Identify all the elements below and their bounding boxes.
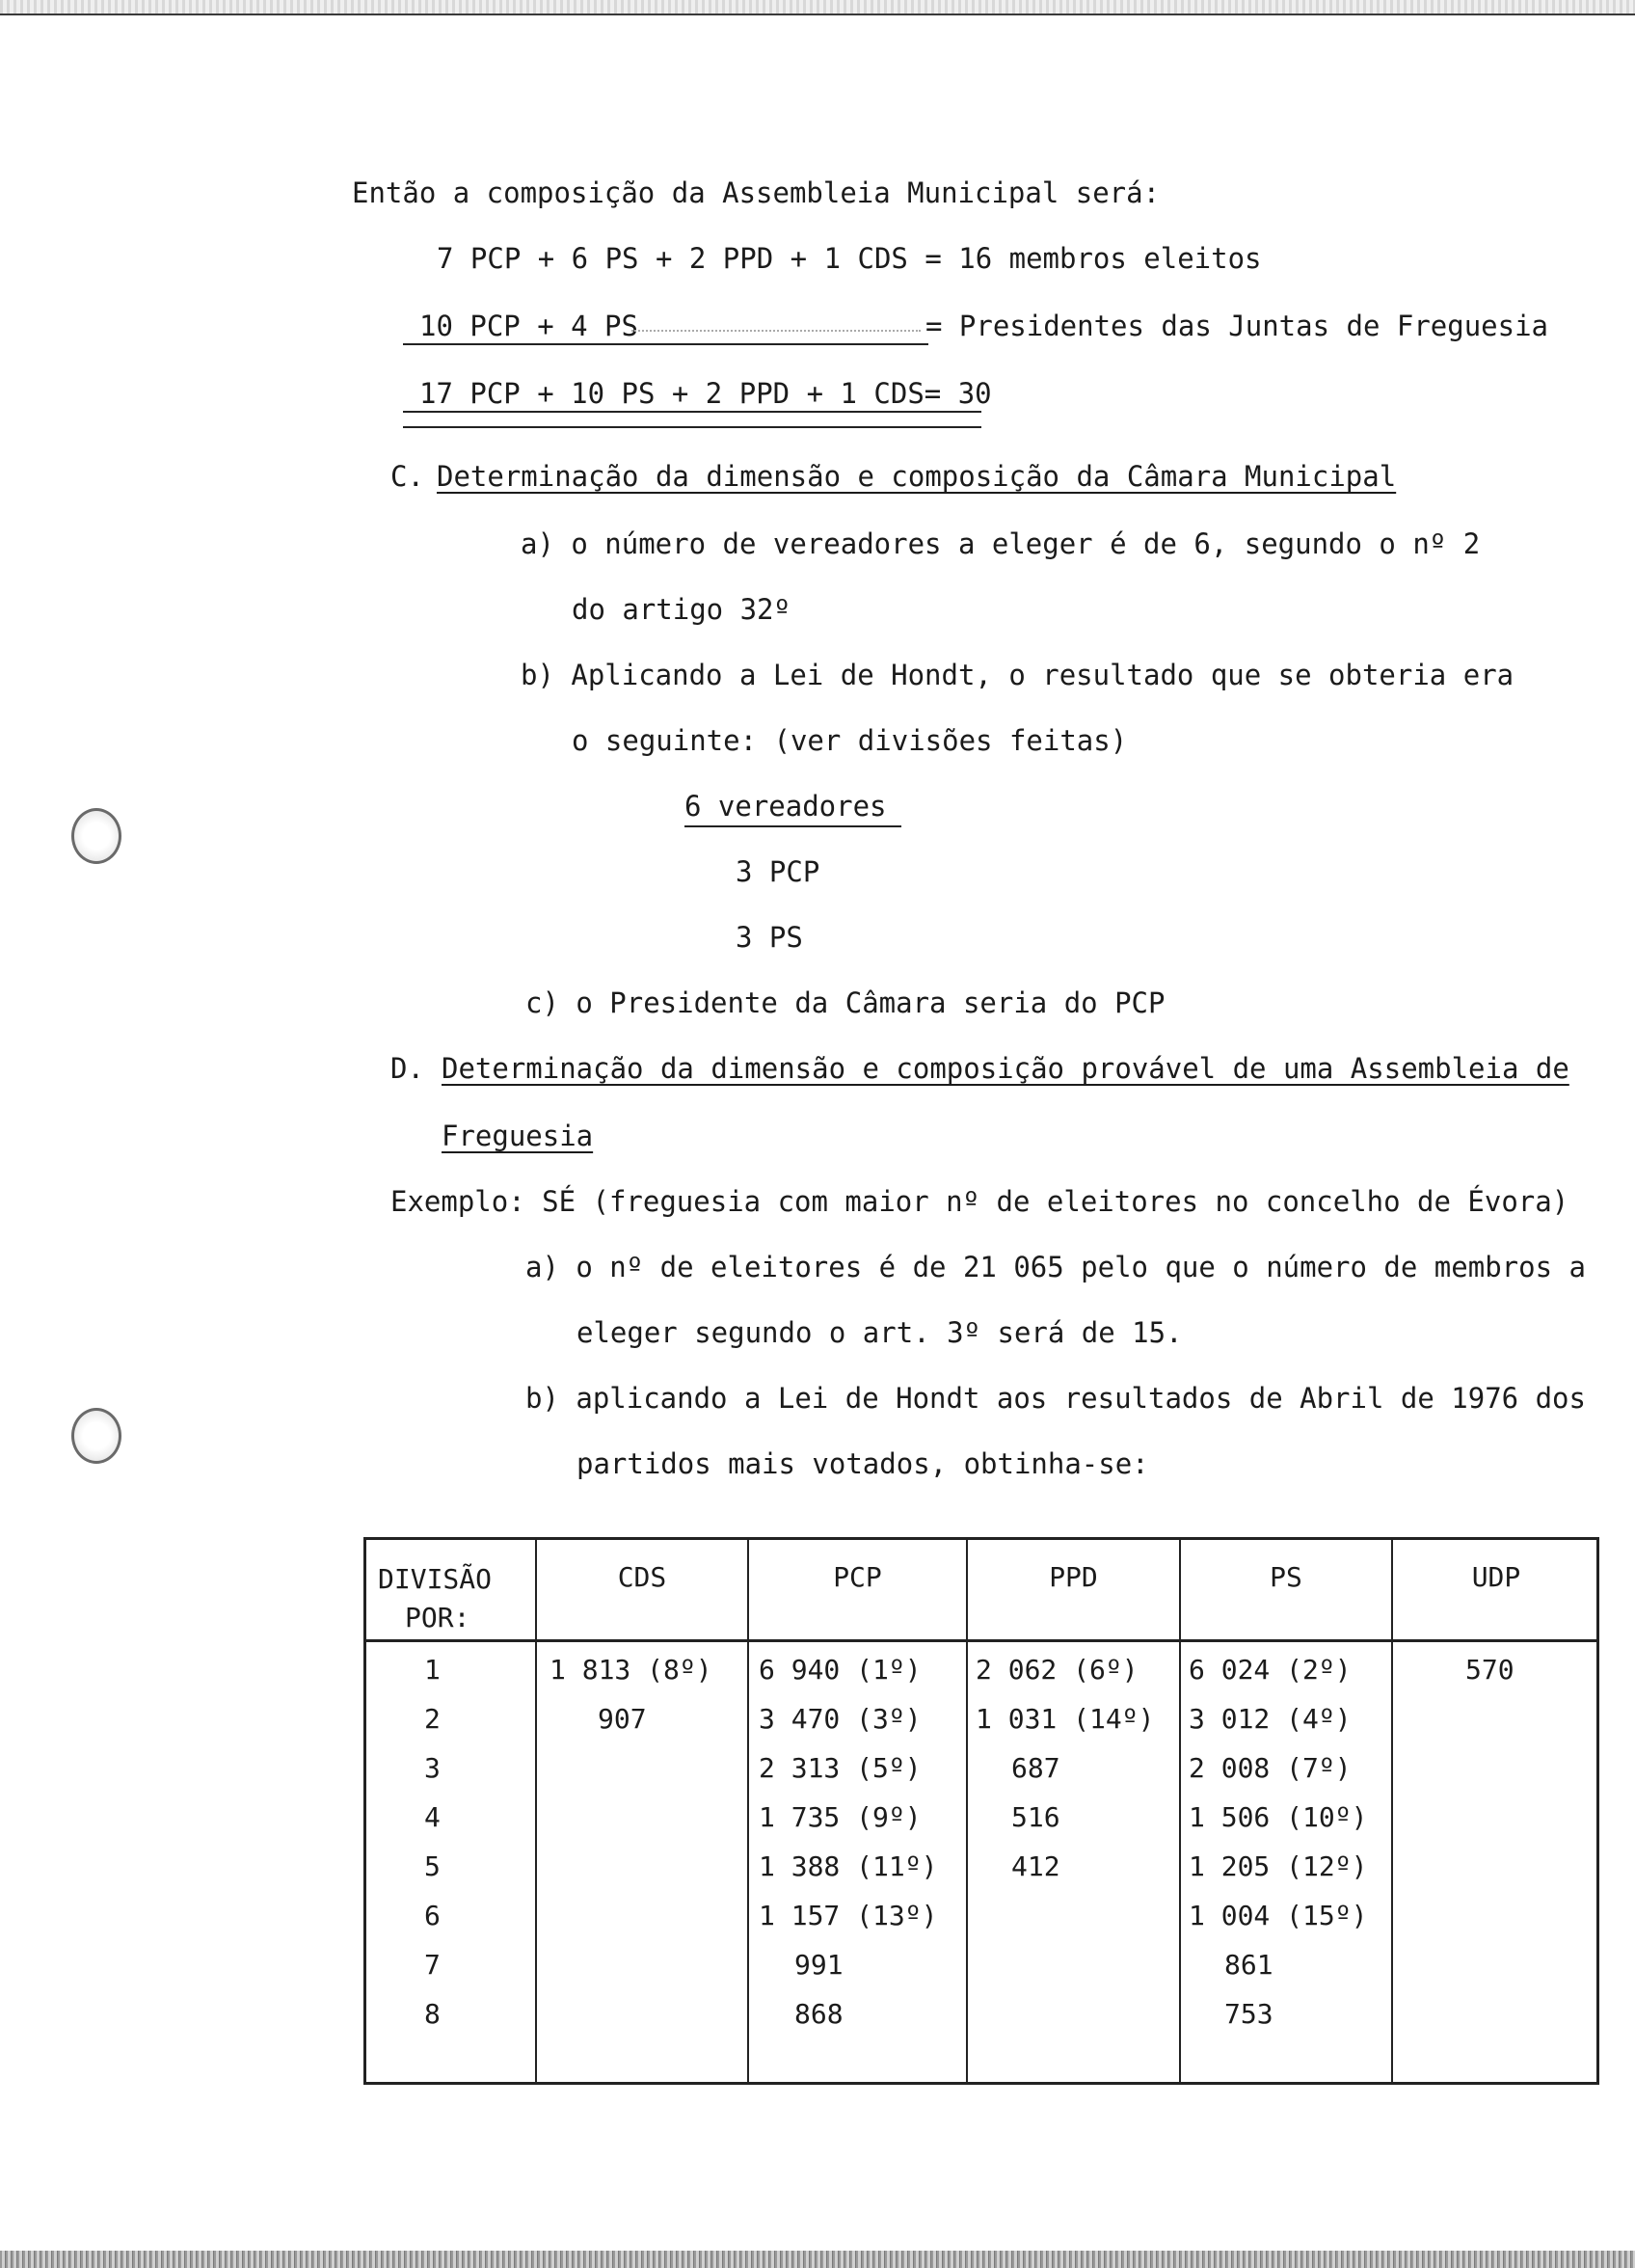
ps-cell: 1 004 (15º) — [1189, 1900, 1368, 1931]
ps-cell: 753 — [1224, 1998, 1273, 2030]
sum-rule-1 — [403, 343, 928, 345]
section-c-title: Determinação da dimensão e composição da Câmara Municipal — [437, 460, 1397, 493]
result-title-rule — [684, 825, 901, 827]
pcp-cell: 3 470 (3º) — [759, 1703, 922, 1735]
result-ps: 3 PS — [736, 921, 803, 954]
ps-cell: 1 205 (12º) — [1189, 1850, 1368, 1882]
col-divider-3 — [966, 1540, 968, 2082]
hondt-table — [363, 1537, 1599, 2085]
header-ps: PS — [1270, 1561, 1302, 1593]
col-divider-1 — [535, 1540, 537, 2082]
divisor-cell: 4 — [424, 1801, 441, 1833]
cds-cell: 1 813 (8º) — [549, 1654, 712, 1686]
ppd-cell: 1 031 (14º) — [976, 1703, 1155, 1735]
ppd-cell: 687 — [1011, 1752, 1060, 1784]
punch-hole-top — [71, 808, 121, 864]
section-c-c-line: c) o Presidente da Câmara seria do PCP — [525, 986, 1166, 1019]
pcp-cell: 6 940 (1º) — [759, 1654, 922, 1686]
composition-line-1: 7 PCP + 6 PS + 2 PPD + 1 CDS = 16 membros eleitos — [437, 242, 1262, 275]
ppd-cell: 516 — [1011, 1801, 1060, 1833]
pcp-cell: 1 388 (11º) — [759, 1850, 938, 1882]
scan-bottom-edge — [0, 2251, 1635, 2268]
header-pcp: PCP — [833, 1561, 882, 1593]
pcp-cell: 991 — [794, 1949, 844, 1981]
ps-cell: 3 012 (4º) — [1189, 1703, 1352, 1735]
section-d-b-line-1: b) aplicando a Lei de Hondt aos resultados de Abril de 1976 dos — [525, 1382, 1586, 1415]
divisor-cell: 3 — [424, 1752, 441, 1784]
pcp-cell: 868 — [794, 1998, 844, 2030]
dotted-filler — [631, 330, 921, 332]
divisor-cell: 1 — [424, 1654, 441, 1686]
header-divider — [366, 1639, 1596, 1642]
ppd-cell: 412 — [1011, 1850, 1060, 1882]
cds-cell: 907 — [598, 1703, 647, 1735]
section-d-title-line-2: Freguesia — [442, 1120, 594, 1152]
divisor-cell: 2 — [424, 1703, 441, 1735]
pcp-cell: 2 313 (5º) — [759, 1752, 922, 1784]
section-d-title-line-1: Determinação da dimensão e composição provável de uma Assembleia de — [442, 1052, 1569, 1085]
divisor-cell: 6 — [424, 1900, 441, 1931]
composition-line-2-right: = Presidentes das Juntas de Freguesia — [925, 310, 1549, 342]
intro-text: Então a composição da Assembleia Municipal será: — [352, 176, 1161, 209]
ps-cell: 2 008 (7º) — [1189, 1752, 1352, 1784]
header-por: POR: — [405, 1602, 470, 1634]
section-d-a-line-1: a) o nº de eleitores é de 21 065 pelo que o número de membros a — [525, 1251, 1586, 1283]
total-rule-1 — [403, 411, 981, 413]
section-c-b-line-2: o seguinte: (ver divisões feitas) — [572, 724, 1128, 757]
divisor-cell: 8 — [424, 1998, 441, 2030]
ps-cell: 1 506 (10º) — [1189, 1801, 1368, 1833]
section-c-b-line-1: b) Aplicando a Lei de Hondt, o resultado que se obteria era — [521, 659, 1514, 691]
composition-total: 17 PCP + 10 PS + 2 PPD + 1 CDS= 30 — [419, 377, 992, 410]
section-d-letter: D. — [390, 1052, 424, 1085]
header-ppd: PPD — [1049, 1561, 1098, 1593]
result-pcp: 3 PCP — [736, 855, 820, 888]
header-divisao: DIVISÃO — [378, 1563, 493, 1595]
udp-cell: 570 — [1465, 1654, 1514, 1686]
col-divider-5 — [1391, 1540, 1393, 2082]
ps-cell: 6 024 (2º) — [1189, 1654, 1352, 1686]
punch-hole-bottom — [71, 1408, 121, 1464]
pcp-cell: 1 735 (9º) — [759, 1801, 922, 1833]
section-c-letter: C. — [390, 460, 424, 493]
result-title: 6 vereadores — [684, 790, 887, 823]
section-c-a-line-1: a) o número de vereadores a eleger é de 6, segundo o nº 2 — [521, 527, 1481, 560]
divisor-cell: 7 — [424, 1949, 441, 1981]
example-text: Exemplo: SÉ (freguesia com maior nº de eleitores no concelho de Évora) — [390, 1185, 1569, 1218]
composition-line-2-left: 10 PCP + 4 PS — [419, 310, 638, 342]
section-c-a-line-2: do artigo 32º — [572, 593, 791, 626]
pcp-cell: 1 157 (13º) — [759, 1900, 938, 1931]
col-divider-4 — [1179, 1540, 1181, 2082]
scan-top-edge — [0, 0, 1635, 15]
header-cds: CDS — [617, 1561, 667, 1593]
section-d-b-line-2: partidos mais votados, obtinha-se: — [576, 1447, 1149, 1480]
divisor-cell: 5 — [424, 1850, 441, 1882]
header-udp: UDP — [1471, 1561, 1521, 1593]
ppd-cell: 2 062 (6º) — [976, 1654, 1139, 1686]
total-rule-2 — [403, 426, 981, 428]
col-divider-2 — [747, 1540, 749, 2082]
ps-cell: 861 — [1224, 1949, 1273, 1981]
section-d-a-line-2: eleger segundo o art. 3º será de 15. — [576, 1316, 1183, 1349]
